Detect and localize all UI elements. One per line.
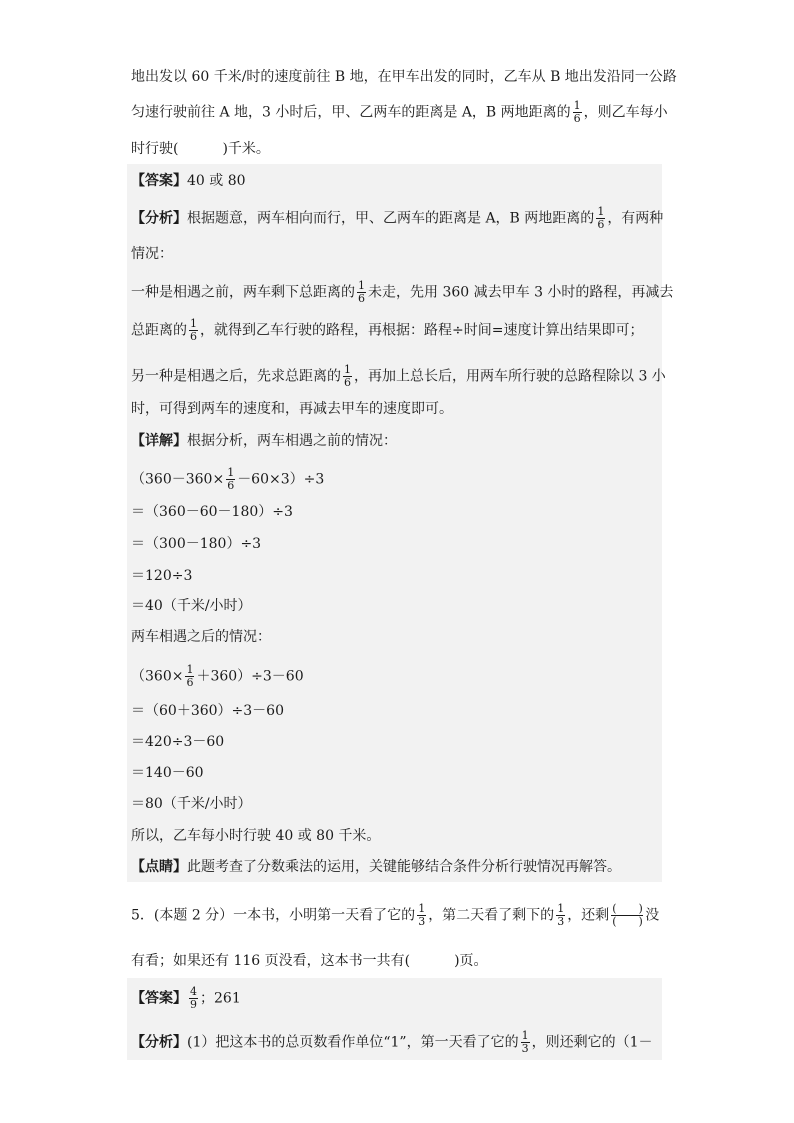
analysis-line-3: 一种是相遇之前，两车剩下总距离的 $\frac{1}{6}$ 未走，先用 360 减去甲车 3 小时的路程，再减去: [131, 279, 674, 305]
answer-tag: 【答案】: [131, 173, 187, 189]
calc-after-2: ＝（60＋360）÷3－60: [131, 703, 284, 719]
detail-intro: 【详解】根据分析，两车相遇之前的情况：: [131, 433, 397, 449]
q5-line-1: 5．(本题 2 分）一本书，小明第一天看了它的 $\frac{1}{3}$ ，第二天看了剩下的 $\frac{1}{3}$ ，还剩 $\frac{( )}{( )}$ 没: [131, 902, 660, 928]
conclusion: 所以，乙车每小时行驶 40 或 80 千米。: [131, 828, 381, 844]
answer-block-shade: [127, 164, 662, 882]
calc-before-2: ＝（360－60－180）÷3: [131, 504, 293, 520]
calc-after-5: ＝80（千米/小时）: [131, 796, 252, 812]
calc-before-1: （360－360× $\frac{1}{6}$ －60×3）÷3: [131, 466, 325, 492]
calc-before-4: ＝120÷3: [131, 568, 193, 584]
analysis-tag: 【分析】: [131, 210, 187, 227]
answer-line: [131, 172, 246, 190]
fraction-four-ninths: $\frac{4}{9}$: [190, 985, 197, 1011]
analysis-line-1: 【分析】根据题意，两车相向而行，甲、乙两车的距离是 A，B 两地距离的 $\frac{1}{6}$ ，有两种: [131, 205, 664, 231]
fraction-blank: $\frac{( )}{( )}$: [612, 902, 643, 928]
analysis-line-4: 总距离的 $\frac{1}{6}$ ，就得到乙车行驶的路程，再根据：路程÷时间=速度计算出结果即可；: [131, 317, 644, 343]
fraction-one-sixth: $\frac{1}{6}$: [344, 363, 351, 389]
comment-tag: 【点睛】: [131, 859, 187, 875]
q5-line-2: 有看；如果还有 116 页没看，这本书一共有( )页。: [131, 953, 488, 969]
q4-line-2: 匀速行驶前往 A 地，3 小时后，甲、乙两车的距离是 A，B 两地距离的 $\frac{1}{6}$ ，则乙车每小: [131, 99, 668, 125]
q4-line-1: 地出发以 60 千米/时的速度前往 B 地，在甲车出发的同时，乙车从 B 地出发沿同一公路: [131, 69, 677, 85]
answer-text: 40 或 80: [187, 173, 246, 189]
analysis-tag: 【分析】: [131, 1034, 187, 1051]
fraction-one-third: $\frac{1}{3}$: [521, 1029, 529, 1055]
calc-before-3: ＝（300－180）÷3: [131, 536, 262, 552]
fraction-one-third: $\frac{1}{3}$: [557, 902, 565, 928]
comment-line: 【点睛】此题考查了分数乘法的运用，关键能够结合条件分析行驶情况再解答。: [131, 859, 621, 875]
detail-tag: 【详解】: [131, 433, 187, 449]
answer-tag: 【答案】: [131, 990, 187, 1007]
answer2-line: 【答案】 $\frac{4}{9}$ ；261: [131, 985, 241, 1011]
calc-before-5: ＝40（千米/小时）: [131, 598, 252, 614]
calc-after-3: ＝420÷3－60: [131, 734, 225, 750]
fraction-one-sixth: $\frac{1}{6}$: [190, 317, 197, 343]
analysis2-line-1: 【分析】(1）把这本书的总页数看作单位“1”，第一天看了它的 $\frac{1}{3}$ ，则还剩它的（1－: [131, 1029, 653, 1055]
q4-line-3: 时行驶( )千米。: [131, 141, 270, 157]
analysis-line-6: 时，可得到两车的速度和，再减去甲车的速度即可。: [131, 401, 453, 417]
analysis-line-5: 另一种是相遇之后，先求总距离的 $\frac{1}{6}$ ，再加上总长后，用两车所行驶的总路程除以 3 小: [131, 363, 666, 389]
fraction-one-sixth: $\frac{1}{6}$: [227, 466, 235, 492]
analysis-line-2: 情况：: [131, 246, 173, 262]
fraction-one-sixth: $\frac{1}{6}$: [597, 205, 605, 231]
fraction-one-sixth: $\frac{1}{6}$: [186, 663, 194, 689]
after-intro: 两车相遇之后的情况：: [131, 629, 271, 645]
fraction-one-sixth: $\frac{1}{6}$: [358, 279, 365, 305]
fraction-one-sixth: $\frac{1}{6}$: [573, 99, 581, 125]
fraction-one-third: $\frac{1}{3}$: [418, 902, 426, 928]
calc-after-1: （360× $\frac{1}{6}$ ＋360）÷3－60: [131, 663, 304, 689]
calc-after-4: ＝140－60: [131, 765, 204, 781]
